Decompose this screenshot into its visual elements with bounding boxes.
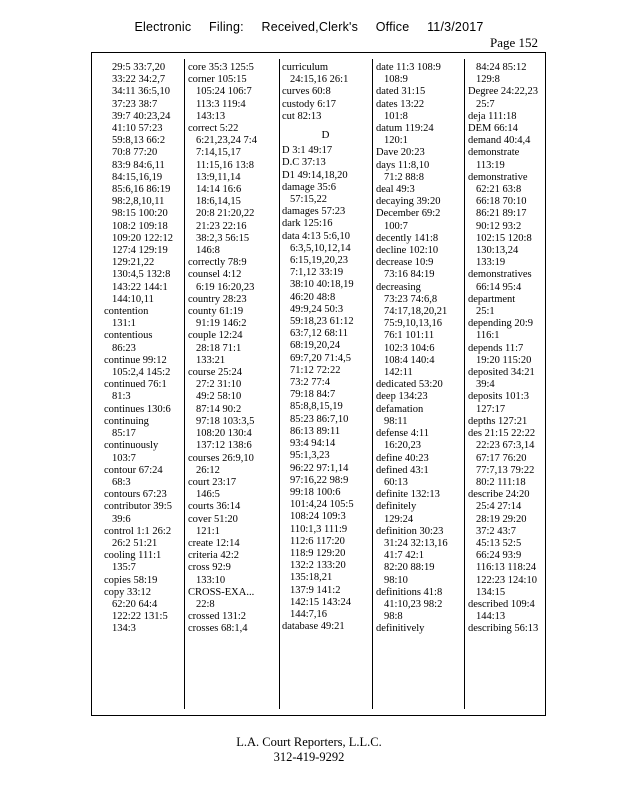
index-page-refs: 28:19 29:20 — [476, 513, 527, 525]
index-page-refs: 68:19,20,24 — [290, 340, 341, 352]
index-page-refs: 39:4 — [476, 379, 495, 391]
index-entry: demand 40:4,4 — [468, 135, 531, 147]
index-page-refs: 25:7 — [476, 98, 495, 110]
index-page-refs: 91:19 146:2 — [196, 318, 247, 330]
index-entry: deep 134:23 — [376, 391, 428, 403]
index-entry: defined 43:1 — [376, 464, 429, 476]
index-entry: Dave 20:23 — [376, 147, 425, 159]
index-page-refs: 26:12 — [196, 464, 220, 476]
filing-stamp-part: Received,Clerk's — [261, 20, 359, 34]
index-entry: crosses 68:1,4 — [188, 623, 248, 635]
index-page-refs: 86:23 — [112, 342, 136, 354]
index-page-refs: 105:2,4 145:2 — [112, 367, 171, 379]
index-entry: department — [468, 293, 516, 305]
index-page-refs: 101:4,24 105:5 — [290, 499, 354, 511]
index-entry: days 11:8,10 — [376, 159, 430, 171]
index-entry: data 4:13 5:6,10 — [282, 230, 350, 242]
index-page-refs: 74:17,18,20,21 — [384, 306, 448, 318]
index-page-refs: 41:10 57:23 — [112, 123, 163, 135]
index-entry: definition 30:23 — [376, 525, 444, 537]
index-page-refs: 133:21 — [196, 354, 226, 366]
index-entry: describe 24:20 — [468, 489, 530, 501]
index-page-refs: 76:1 101:11 — [384, 330, 435, 342]
index-page-refs: 134:15 — [476, 586, 506, 598]
index-entry: CROSS-EXA... — [188, 586, 255, 598]
index-page-refs: 37:23 38:7 — [112, 98, 158, 110]
index-page-refs: 22:8 — [196, 598, 215, 610]
index-entry: country 28:23 — [188, 293, 247, 305]
index-entry: continues 130:6 — [104, 403, 171, 415]
index-page-refs: 113:19 — [476, 159, 505, 171]
index-page-refs: 77:7,13 79:22 — [476, 464, 535, 476]
index-page-refs: 98:8 — [384, 611, 403, 623]
index-page-refs: 57:15,22 — [290, 194, 328, 206]
index-entry: D1 49:14,18,20 — [282, 169, 348, 181]
index-page-refs: 121:1 — [196, 525, 220, 537]
index-entry: curves 60:8 — [282, 86, 331, 98]
index-page-refs: 90:12 93:2 — [476, 220, 522, 232]
index-page-refs: 130:13,24 — [476, 245, 519, 257]
index-entry: county 61:19 — [188, 306, 244, 318]
index-page-refs: 129:24 — [384, 513, 414, 525]
index-entry: cut 82:13 — [282, 110, 322, 122]
index-page-refs: 122:23 124:10 — [476, 574, 537, 586]
index-column — [188, 62, 275, 636]
court-reporter-phone: 312-419-9292 — [273, 750, 345, 764]
index-page-refs: 113:3 119:4 — [196, 98, 246, 110]
index-entry: counsel 4:12 — [188, 269, 242, 281]
index-entry: core 35:3 125:5 — [188, 62, 254, 73]
index-page-refs: 116:1 — [476, 330, 500, 342]
index-entry: contributor 39:5 — [104, 501, 172, 513]
index-page-refs: 6:19 16:20,23 — [196, 281, 255, 293]
index-page-refs: 62:21 63:8 — [476, 184, 522, 196]
index-entry: deal 49:3 — [376, 184, 415, 196]
column-divider — [464, 59, 465, 709]
index-page-refs: 18:6,14,15 — [196, 196, 241, 208]
index-page-refs: 37:2 43:7 — [476, 525, 516, 537]
index-page-refs: 95:1,3,23 — [290, 450, 330, 462]
index-page-refs: 116:13 118:24 — [476, 562, 537, 574]
index-page-refs: 93:4 94:14 — [290, 438, 336, 450]
index-entry: damages 57:23 — [282, 206, 346, 218]
index-page-refs: 24:15,16 26:1 — [290, 74, 349, 86]
index-entry: decently 141:8 — [376, 232, 439, 244]
index-page-refs: 85:23 86:7,10 — [290, 413, 349, 425]
index-page-refs: 132:2 133:20 — [290, 560, 346, 572]
index-page-refs: 66:24 93:9 — [476, 550, 522, 562]
index-page-refs: 85:6,16 86:19 — [112, 184, 171, 196]
index-page-refs: 142:11 — [384, 367, 413, 379]
index-entry: decaying 39:20 — [376, 196, 441, 208]
index-entry: courts 36:14 — [188, 501, 241, 513]
index-page-refs: 14:14 16:6 — [196, 184, 242, 196]
index-page-refs: 110:1,3 111:9 — [290, 523, 348, 535]
index-entry: contention — [104, 306, 149, 318]
index-column — [104, 62, 191, 636]
index-entry: criteria 42:2 — [188, 550, 240, 562]
index-entry: cover 51:20 — [188, 513, 238, 525]
index-entry: continued 76:1 — [104, 379, 167, 391]
index-page-refs: 100:7 — [384, 220, 408, 232]
index-entry: date 11:3 108:9 — [376, 62, 441, 73]
index-page-refs: 98:15 100:20 — [112, 208, 168, 220]
index-entry: described 109:4 — [468, 598, 535, 610]
index-page-refs: 87:14 90:2 — [196, 403, 242, 415]
index-page-refs: 81:3 — [112, 391, 131, 403]
index-page-refs: 108:4 140:4 — [384, 354, 435, 366]
index-page-refs: 127:4 129:19 — [112, 245, 168, 257]
index-page-refs: 63:7,12 68:11 — [290, 328, 348, 340]
index-page-refs: 86:13 89:11 — [290, 425, 341, 437]
index-page-refs: 82:20 88:19 — [384, 562, 435, 574]
index-entry: define 40:23 — [376, 452, 429, 464]
index-page-refs: 108:24 109:3 — [290, 511, 346, 523]
index-page-refs: 75:9,10,13,16 — [384, 318, 443, 330]
index-entry: contour 67:24 — [104, 464, 163, 476]
index-entry: copy 33:12 — [104, 586, 151, 598]
index-page-refs: 97:16,22 98:9 — [290, 474, 349, 486]
filing-stamp-header — [0, 20, 618, 34]
index-page-refs: 22:23 67:3,14 — [476, 440, 535, 452]
index-page-refs: 146:5 — [196, 489, 220, 501]
index-entry: demonstrative — [468, 171, 528, 183]
index-page-refs: 144:13 — [476, 611, 506, 623]
index-page-refs: 129:8 — [476, 74, 500, 86]
page-number: Page 152 — [489, 35, 538, 50]
index-page-refs: 34:11 36:5,10 — [112, 86, 170, 98]
index-entry: des 21:15 22:22 — [468, 428, 536, 440]
index-page-refs: 137:12 138:6 — [196, 440, 252, 452]
index-page-refs: 7:14,15,17 — [196, 147, 241, 159]
index-entry: decrease 10:9 — [376, 257, 434, 269]
filing-stamp-part: Electronic — [134, 20, 192, 34]
index-page-refs: 59:18,23 61:12 — [290, 316, 354, 328]
index-page-refs: 46:20 48:8 — [290, 291, 336, 303]
index-entry: deja 111:18 — [468, 110, 517, 122]
index-page-refs: 84:24 85:12 — [476, 62, 527, 73]
index-page-refs: 133:19 — [476, 257, 506, 269]
filing-stamp-part: Office — [375, 20, 410, 34]
column-divider — [184, 59, 185, 709]
index-entry: December 69:2 — [376, 208, 441, 220]
index-page-refs: 135:7 — [112, 562, 136, 574]
index-entry: D.C 37:13 — [282, 157, 326, 169]
index-page-refs: 66:18 70:10 — [476, 196, 527, 208]
index-entry: deposited 34:21 — [468, 367, 535, 379]
index-entry: course 25:24 — [188, 367, 242, 379]
index-entry: D 3:1 49:17 — [282, 145, 333, 157]
index-entry: corner 105:15 — [188, 74, 247, 86]
index-entry: definitions 41:8 — [376, 586, 443, 598]
index-page-refs: 39:6 — [112, 513, 131, 525]
index-page-refs: 84:15,16,19 — [112, 171, 163, 183]
index-page-refs: 134:3 — [112, 623, 136, 635]
index-page-refs: 118:9 129:20 — [290, 547, 346, 559]
index-entry: crossed 131:2 — [188, 611, 247, 623]
index-page-refs: 112:6 117:20 — [290, 535, 345, 547]
index-page-refs: 133:10 — [196, 574, 226, 586]
index-page-refs: 67:17 76:20 — [476, 452, 527, 464]
index-entry: depths 127:21 — [468, 415, 528, 427]
index-entry: control 1:1 26:2 — [104, 525, 172, 537]
index-entry: dedicated 53:20 — [376, 379, 443, 391]
index-page-refs: 102:3 104:6 — [384, 342, 435, 354]
index-entry: depending 20:9 — [468, 318, 534, 330]
index-entry: curriculum — [282, 62, 329, 73]
index-entry: definite 132:13 — [376, 489, 440, 501]
index-page-refs: 108:20 130:4 — [196, 428, 252, 440]
index-page-refs: 26:2 51:21 — [112, 537, 158, 549]
index-entry: create 12:14 — [188, 537, 240, 549]
index-page-refs: 129:21,22 — [112, 257, 155, 269]
index-page-refs: 109:20 122:12 — [112, 232, 173, 244]
index-entry: defamation — [376, 403, 424, 415]
index-column — [376, 62, 463, 636]
index-entry: Degree 24:22,23 — [468, 86, 538, 98]
index-page-refs: 144:7,16 — [290, 608, 328, 620]
index-entry: contentious — [104, 330, 153, 342]
index-page-refs: 73:2 77:4 — [290, 377, 330, 389]
index-page-refs: 62:20 64:4 — [112, 598, 158, 610]
index-page-refs: 102:15 120:8 — [476, 232, 532, 244]
index-page-refs: 143:22 144:1 — [112, 281, 168, 293]
index-page-refs: 60:13 — [384, 476, 408, 488]
index-page-refs: 98:2,8,10,11 — [112, 196, 165, 208]
index-entry: continue 99:12 — [104, 354, 167, 366]
index-entry: custody 6:17 — [282, 98, 336, 110]
index-page-refs: 97:18 103:3,5 — [196, 415, 255, 427]
index-entry: damage 35:6 — [282, 181, 336, 193]
index-page-refs: 29:5 33:7,20 — [112, 62, 166, 73]
index-page-refs: 45:13 52:5 — [476, 537, 522, 549]
column-divider — [372, 59, 373, 709]
index-page-refs: 80:2 111:18 — [476, 476, 526, 488]
index-page-refs: 146:8 — [196, 245, 220, 257]
index-page-refs: 13:9,11,14 — [196, 171, 241, 183]
index-entry: depends 11:7 — [468, 342, 524, 354]
index-entry: defense 4:11 — [376, 428, 429, 440]
index-page-refs: 19:20 115:20 — [476, 354, 532, 366]
index-page-refs: 49:9,24 50:3 — [290, 303, 344, 315]
index-page-refs: 83:9 84:6,11 — [112, 159, 165, 171]
index-page-refs: 41:7 42:1 — [384, 550, 424, 562]
word-index-box — [91, 52, 546, 716]
index-page-refs: 96:22 97:1,14 — [290, 462, 349, 474]
index-page-refs: 21:23 22:16 — [196, 220, 247, 232]
index-page-refs: 25:4 27:14 — [476, 501, 522, 513]
index-page-refs: 38:2,3 56:15 — [196, 232, 250, 244]
index-page-refs: 66:14 95:4 — [476, 281, 522, 293]
index-page-refs: 31:24 32:13,16 — [384, 537, 448, 549]
index-entry: demonstratives — [468, 269, 532, 281]
index-entry: definitely — [376, 501, 417, 513]
court-reporter-name: L.A. Court Reporters, L.L.C. — [236, 735, 382, 749]
index-entry: correct 5:22 — [188, 123, 239, 135]
index-entry: dark 125:16 — [282, 218, 333, 230]
index-column — [282, 62, 369, 633]
index-entry: couple 12:24 — [188, 330, 243, 342]
index-entry: definitively — [376, 623, 425, 635]
index-page-refs: 79:18 84:7 — [290, 389, 336, 401]
index-page-refs: 38:10 40:18,19 — [290, 279, 354, 291]
index-page-refs: 98:11 — [384, 415, 408, 427]
index-page-refs: 41:10,23 98:2 — [384, 598, 443, 610]
index-page-refs: 120:1 — [384, 135, 408, 147]
index-page-refs: 71:2 88:8 — [384, 171, 424, 183]
filing-stamp-part: Filing: — [209, 20, 244, 34]
index-page-refs: 25:1 — [476, 306, 495, 318]
index-page-refs: 6:21,23,24 7:4 — [196, 135, 257, 147]
index-page-refs: 27:2 31:10 — [196, 379, 242, 391]
index-page-refs: 11:15,16 13:8 — [196, 159, 254, 171]
index-page-refs: 71:12 72:22 — [290, 364, 341, 376]
index-entry: dates 13:22 — [376, 98, 425, 110]
index-page-refs: 16:20,23 — [384, 440, 422, 452]
index-page-refs: 144:10,11 — [112, 293, 154, 305]
index-page-refs: 142:15 143:24 — [290, 596, 351, 608]
index-page-refs: 101:8 — [384, 110, 408, 122]
index-page-refs: 73:23 74:6,8 — [384, 293, 438, 305]
index-page-refs: 39:7 40:23,24 — [112, 110, 171, 122]
index-entry: continuously — [104, 440, 159, 452]
index-entry: decreasing — [376, 281, 421, 293]
index-entry: datum 119:24 — [376, 123, 434, 135]
index-entry: describing 56:13 — [468, 623, 539, 635]
index-page-refs: 103:7 — [112, 452, 136, 464]
index-page-refs: 69:7,20 71:4,5 — [290, 352, 351, 364]
index-entry: dated 31:15 — [376, 86, 426, 98]
index-page-refs: 105:24 106:7 — [196, 86, 252, 98]
index-entry: cross 92:9 — [188, 562, 231, 574]
index-entry: cooling 111:1 — [104, 550, 162, 562]
index-page-refs: 59:8,13 66:2 — [112, 135, 166, 147]
index-entry: DEM 66:14 — [468, 123, 518, 135]
index-page-refs: 28:18 71:1 — [196, 342, 242, 354]
index-page-refs: 98:10 — [384, 574, 408, 586]
index-page-refs: 131:1 — [112, 318, 136, 330]
index-section-letter: D — [321, 129, 330, 142]
index-page-refs: 127:17 — [476, 403, 506, 415]
index-page-refs: 6:3,5,10,12,14 — [290, 242, 351, 254]
index-page-refs: 20:8 21:20,22 — [196, 208, 255, 220]
index-entry: copies 58:19 — [104, 574, 158, 586]
index-page-refs: 85:8,8,15,19 — [290, 401, 343, 413]
index-page-refs: 143:13 — [196, 110, 226, 122]
index-page-refs: 86:21 89:17 — [476, 208, 527, 220]
index-entry: contours 67:23 — [104, 489, 167, 501]
index-page-refs: 99:18 100:6 — [290, 486, 341, 498]
index-entry: deposits 101:3 — [468, 391, 529, 403]
index-entry: database 49:21 — [282, 621, 345, 633]
column-divider — [279, 59, 280, 709]
filing-stamp-part: 11/3/2017 — [427, 20, 484, 34]
index-page-refs: 7:1,12 33:19 — [290, 267, 344, 279]
index-page-refs: 73:16 84:19 — [384, 269, 435, 281]
index-page-refs: 137:9 141:2 — [290, 584, 341, 596]
index-page-refs: 130:4,5 132:8 — [112, 269, 171, 281]
index-page-refs: 108:9 — [384, 74, 408, 86]
index-entry: demonstrate — [468, 147, 520, 159]
index-entry: continuing — [104, 415, 149, 427]
index-page-refs: 85:17 — [112, 428, 136, 440]
index-entry: decline 102:10 — [376, 245, 439, 257]
index-page-refs: 6:15,19,20,23 — [290, 255, 349, 267]
index-entry: courses 26:9,10 — [188, 452, 254, 464]
index-page-refs: 122:22 131:5 — [112, 611, 168, 623]
index-entry: correctly 78:9 — [188, 257, 247, 269]
index-page-refs: 49:2 58:10 — [196, 391, 242, 403]
index-page-refs: 33:22 34:2,7 — [112, 74, 166, 86]
index-page-refs: 135:18,21 — [290, 572, 333, 584]
index-entry: court 23:17 — [188, 476, 237, 488]
index-column — [468, 62, 555, 636]
index-page-refs: 70:8 77:20 — [112, 147, 158, 159]
index-page-refs: 108:2 109:18 — [112, 220, 168, 232]
index-page-refs: 68:3 — [112, 476, 131, 488]
